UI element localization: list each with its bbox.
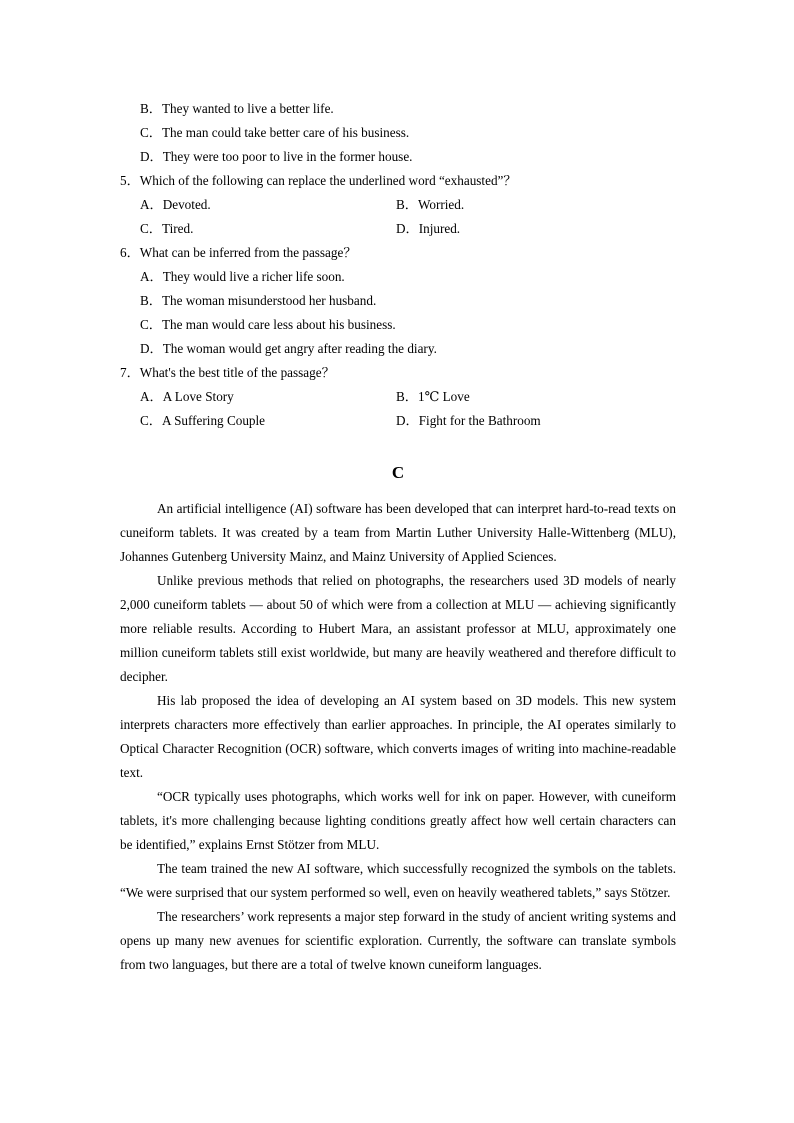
q6-option-c: C．The man would care less about his business. bbox=[140, 317, 396, 332]
q5-options-row-1 bbox=[120, 193, 676, 217]
q7-option-d: D．Fight for the Bathroom bbox=[396, 413, 541, 428]
q5-option-a: A．Devoted. bbox=[140, 197, 211, 212]
q5-stem: 5．Which of the following can replace the underlined word “exhausted”？ bbox=[120, 173, 517, 188]
q7-option-b: B．1℃ Love bbox=[396, 389, 470, 404]
q4-option-d: D．They were too poor to live in the former house. bbox=[140, 149, 413, 164]
passage-paragraph-1: An artificial intelligence (AI) software has been developed that can interpret hard-to-read texts on cuneiform tablets. It was created by a team from Martin Luther University Halle-Wittenberg (MLU), Johannes Gutenberg University Mainz, and Mainz University of Applied Sciences. bbox=[120, 501, 676, 564]
q7-option-a: A．A Love Story bbox=[140, 389, 234, 404]
q4-option-c: C．The man could take better care of his business. bbox=[140, 125, 410, 140]
passage-paragraph-4: “OCR typically uses photographs, which works well for ink on paper. However, with cuneiform tablets, it's more challenging because lighting conditions greatly affect how well certain characters can be identified,” explains Ernst Stötzer from MLU. bbox=[120, 789, 676, 852]
passage-paragraph-6: The researchers’ work represents a major step forward in the study of ancient writing systems and opens up many new avenues for scientific exploration. Currently, the software can translate symbols from two languages, but there are a total of twelve known cuneiform languages. bbox=[120, 909, 676, 972]
q6-option-d: D．The woman would get angry after reading the diary. bbox=[140, 341, 437, 356]
q5-option-d: D．Injured. bbox=[396, 221, 461, 236]
q6-option-a: A．They would live a richer life soon. bbox=[140, 269, 345, 284]
q7-option-c: C．A Suffering Couple bbox=[140, 413, 266, 428]
q6-stem: 6．What can be inferred from the passage？ bbox=[120, 245, 357, 260]
passage-paragraph-3: His lab proposed the idea of developing an AI system based on 3D models. This new system interprets characters more effectively than earlier approaches. In principle, the AI operates similarly to Optical Character Recognition (OCR) software, which converts images of writing into machine-readable text. bbox=[120, 693, 676, 780]
q7-stem: 7．What's the best title of the passage？ bbox=[120, 365, 335, 380]
passage-paragraph-5: The team trained the new AI software, which successfully recognized the symbols on the tablets. “We were surprised that our system performed so well, even on heavily weathered tablets,” says Stötzer. bbox=[120, 861, 676, 900]
exam-page bbox=[120, 97, 676, 977]
q7-options-row-1 bbox=[120, 385, 676, 409]
section-c-title: C bbox=[391, 463, 405, 482]
q5-option-c: C．Tired. bbox=[140, 221, 194, 236]
q6-option-b: B．The woman misunderstood her husband. bbox=[140, 293, 377, 308]
section-c-passage bbox=[120, 497, 676, 977]
q4-option-b: B．They wanted to live a better life. bbox=[140, 101, 334, 116]
q7-options-row-2 bbox=[120, 409, 676, 433]
q5-option-b: B．Worried. bbox=[396, 197, 465, 212]
q5-options-row-2 bbox=[120, 217, 676, 241]
passage-paragraph-2: Unlike previous methods that relied on photographs, the researchers used 3D models of nearly 2,000 cuneiform tablets — about 50 of which were from a collection at MLU — achieving significantly more reliable results. According to Hubert Mara, an assistant professor at MLU, approximately one million cuneiform tablets still exist worldwide, but many are heavily weathered and therefore difficult to decipher. bbox=[120, 573, 676, 684]
